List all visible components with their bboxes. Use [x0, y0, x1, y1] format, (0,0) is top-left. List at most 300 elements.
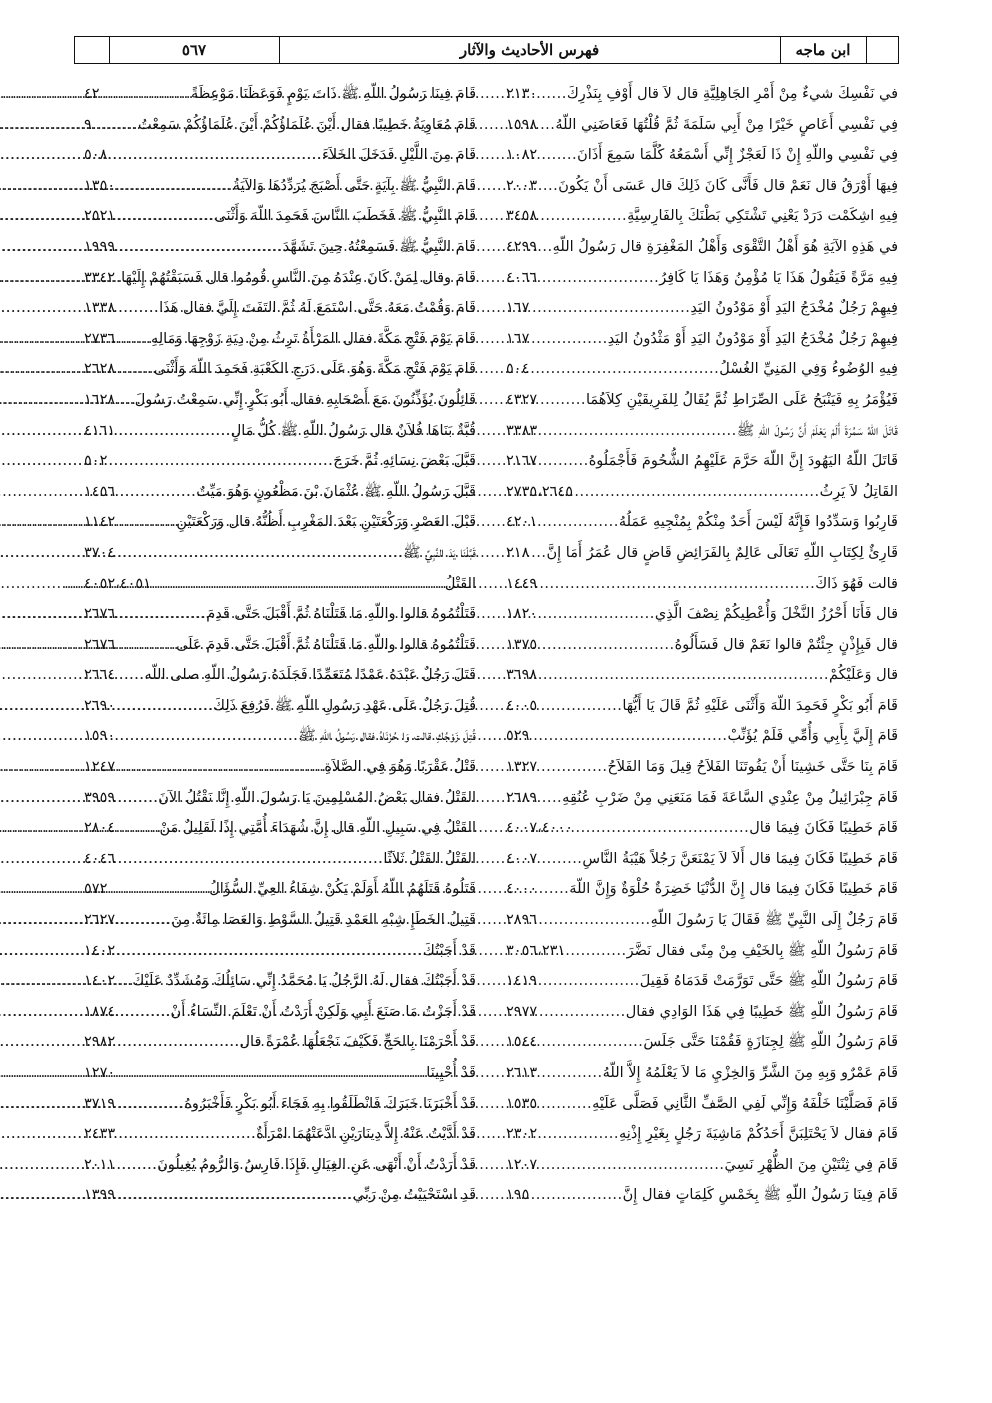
entry-reference-number: ٥٧٢	[84, 881, 108, 898]
entry-text: قَائِلُونَ يُؤَذِّنُونَ مَعَ أَصْحَابِهِ فقال أَبُو بَكْرٍ إِنِّي سَمِعْتُ رَسُولَ	[134, 391, 476, 408]
dot-leader	[107, 875, 209, 899]
entry-reference-number: ١٣٩٩	[84, 1187, 116, 1204]
index-entry	[506, 600, 898, 631]
index-entry	[506, 386, 898, 417]
dot-leader	[115, 600, 206, 624]
entry-reference-number: ١٤٥٦	[84, 483, 116, 500]
dot-leader	[115, 722, 298, 746]
entry-text: قَامَ عَمْرٌو وَبِهِ مِنَ الشَّرِّ وَالخِزْيِ مَا لاَ يَعْلَمُهُ إِلاَّ اللّهُ	[602, 1065, 898, 1081]
entry-reference-number: ٣٧٠٤	[84, 544, 116, 561]
dot-leader	[115, 539, 403, 563]
dot-leader	[115, 386, 135, 410]
entry-reference-number: ١٨٢٠	[506, 606, 538, 623]
entry-reference-number: ٣٧١٩	[84, 1095, 116, 1112]
dot-leader	[115, 661, 144, 685]
index-entry	[84, 1090, 476, 1121]
dot-leader	[115, 508, 176, 532]
entry-text: قَامَ يَوْمَ فَتْحِ مَكَّةَ فقال المَرْأَةُ تَرِثُ مِنْ دِيَةِ زَوْجِهَا وَمَالِهِ	[150, 330, 476, 347]
entry-reference-number: ٤٠٦٦	[506, 269, 538, 286]
dot-leader	[537, 172, 558, 196]
entry-reference-number: ٣٠٥٦،٢٣١	[506, 942, 566, 959]
dot-leader	[115, 294, 159, 318]
entry-text: قَامَ خَطِيبًا فَكَانَ فِيمَا قال	[749, 820, 898, 837]
dot-leader	[115, 692, 213, 716]
index-entry	[506, 264, 898, 295]
header-divider	[279, 37, 280, 63]
entry-text: قَامَ النَّبِيُّ ﷺ فَسَمِعْتُهُ حِينَ تَشَهَّدَ	[282, 238, 476, 255]
entry-reference-number: ٤٢٠١	[506, 514, 538, 531]
index-entry	[84, 508, 476, 539]
entry-reference-number: ٢٦٩٠	[84, 697, 116, 714]
entry-text: قَدْ أَخْبَرَنَا خَبَرَكَ فَانْطَلَقُوا بِهِ فَجَاءَ أَبُو بَكْرٍ فَأَخْبَرُوهُ	[184, 1095, 476, 1112]
dot-leader	[573, 478, 820, 502]
entry-text: القَاتِلُ لاَ يَرِثُ	[819, 483, 898, 500]
entry-reference-number: ٢٩٨٢	[84, 1034, 116, 1051]
entry-reference-number: ١٦٧	[506, 330, 530, 347]
entry-reference-number: ٢١٣٠	[506, 86, 538, 102]
entry-reference-number: ٢٦٨٩	[506, 789, 538, 806]
entry-reference-number: ٣٣٨٣	[506, 422, 538, 439]
index-entry	[84, 784, 476, 815]
entry-text: القَتْلُ فِي سَبِيلِ اللّهِ قال إِنَّ شُهَدَاءَ أُمَّتِي إِذًا لَقَلِيلٌ مَنْ	[159, 820, 476, 837]
entry-text: قَامَ فِينَا رَسُولُ اللّهِ ﷺ ذَاتَ يَوْمٍ فَوَعَظَنَا مَوْعِظَةً	[191, 86, 476, 102]
dot-leader	[573, 814, 749, 838]
entry-reference-number: ٣٩٥٩	[84, 789, 116, 806]
entry-reference-number: ١١٤٢	[84, 514, 116, 531]
index-entry	[84, 661, 476, 692]
index-entry	[506, 141, 898, 172]
index-entry	[84, 814, 476, 845]
entry-text: فِيهِ اشِكَمْت دَرَدْ يَعْنِي تَشْتَكِي بَطْنَكَ بِالفَارِسِيَّةِ	[627, 208, 898, 225]
entry-reference-number: ١٩٩٩	[84, 238, 116, 255]
dot-leader	[115, 967, 132, 991]
entry-reference-number: ١٥٩٨	[506, 116, 538, 133]
dot-leader	[115, 784, 158, 808]
entry-reference-number: ١٦٢٨	[84, 391, 116, 408]
entry-reference-number: ٢١٦٧	[506, 453, 538, 470]
entry-reference-number: ٤٠٠٧،٤٠٠٠	[506, 820, 573, 837]
entry-text: قال فَأَنَا أَحْرُزُ النَّخْلَ وَأُعْطِيكُمْ نِصْفَ الَّذِي	[654, 606, 898, 623]
entry-text: قَدْ أَجَزْتُ مَا صَنَعَ أَبِي وَلَكِنْ أَرَدْتُ أَنْ تَعْلَمَ النِّسَاءُ أَنْ	[170, 1003, 476, 1020]
entry-reference-number: ١٤٠٢	[84, 973, 116, 990]
entry-reference-number: ٤٠٥٢،٤٠٥١	[84, 575, 151, 592]
dot-leader	[115, 906, 171, 930]
dot-leader	[537, 631, 674, 655]
entry-text: قَتَلْتُمُوهُ قالوا واللّهِ مَا قَتَلْنَاهُ ثُمَّ أَقْبَلَ حَتَّى قَدِمَ عَلَى	[176, 636, 476, 653]
entry-reference-number: ٥٢٩	[506, 728, 530, 745]
dot-leader	[115, 1090, 184, 1114]
entry-reference-number: ٤٠٠٥	[506, 697, 538, 714]
dot-leader	[115, 233, 283, 257]
dot-leader	[537, 784, 562, 808]
entry-text: قَامَ النَّبِيُّ ﷺ فَخَطَبَ النَّاسَ فَحَمِدَ اللّهَ وَأَثْنَى	[214, 208, 476, 225]
entry-text: قَدِ اسْتَحْيَيْتُ مِنْ رَبِّي	[352, 1187, 476, 1204]
index-entry	[506, 570, 898, 601]
index-entry	[84, 1151, 476, 1182]
index-entry	[84, 417, 476, 448]
entry-text: قَامَ يَوْمَ فَتْحِ مَكَّةَ وَهُوَ عَلَى دَرَجِ الكَعْبَةِ فَحَمِدَ اللّهَ وَأَثْنَى	[153, 361, 476, 378]
dot-leader	[537, 447, 589, 471]
index-entry	[506, 937, 898, 968]
dot-leader	[537, 906, 650, 930]
entry-text: قالت فَهُوَ ذَاكَ	[815, 575, 898, 592]
entry-reference-number: ٣٦٩٨	[506, 667, 538, 684]
dot-leader	[537, 845, 582, 869]
entry-text: قَتَلُوهُ قَتَلَهُمُ اللّهُ أَوَلَمْ يَكُنْ شِفَاءُ العِيِّ السُّؤَالُ	[209, 881, 476, 898]
dot-leader	[115, 753, 324, 777]
entry-text: في هَذِهِ الآيَةِ هُوَ أَهْلُ التَّقْوَى وَأَهْلُ المَغْفِرَةِ قال رَسُولُ اللّهِ	[552, 238, 898, 255]
index-entry	[84, 141, 476, 172]
entry-reference-number: ٤١٦١	[84, 422, 116, 439]
entry-reference-number: ٢٦٧٦	[84, 606, 116, 623]
index-entry	[506, 967, 898, 998]
entry-text: قَدْ أَرَدْتُ أَنْ أَنْهَى عَنِ الغِيَالِ فَإِذَا فَارِسُ وَالرُّومُ يُغِيلُونَ	[157, 1156, 476, 1173]
dot-leader	[537, 386, 586, 410]
index-entry	[84, 998, 476, 1029]
dot-leader	[537, 1151, 724, 1175]
entry-text: قَامَ رَسُولُ اللّهِ ﷺ حَتَّى تَوَرَّمَتْ قَدَمَاهُ فَقِيلَ	[639, 973, 898, 990]
entry-reference-number: ١٩٥	[506, 1187, 530, 1204]
entry-reference-number: ٥٠٨	[84, 147, 108, 164]
entry-text: قَامَ مُعَاوِيَةُ خَطِيبًا فقال أَيْنَ عُلَمَاؤُكُمْ أَيْنَ عُلَمَاؤُكُمْ سَمِعْتُ	[137, 116, 476, 133]
index-entry	[84, 600, 476, 631]
entry-text: قَبَّلَ بَعْضَ نِسَائِهِ ثُمَّ خَرَجَ	[333, 453, 476, 470]
entry-reference-number: ٢٦٢٧	[84, 912, 116, 929]
entry-text: قَبْلَ العَصْرِ وَرَكْعَتَيْنِ بَعْدَ المَغْرِبِ أَظُنُّهُ قال وَرَكْعَتَيْنِ	[176, 514, 476, 531]
index-entry	[84, 386, 476, 417]
entry-text: قَدْ أَدَّيْتُ عَنْهُ إِلاَّ دِينَارَيْنِ ادَّعَتْهُمَا امْرَأَةٌ	[256, 1126, 476, 1143]
index-entry	[84, 355, 476, 386]
dot-leader	[115, 1181, 353, 1205]
header-title: فهرس الأحاديث والآثار	[459, 41, 600, 59]
entry-text: القَتْلُ القَتْلُ ثَلاَثًا	[383, 850, 476, 867]
dot-leader	[115, 631, 176, 655]
index-entry	[506, 1151, 898, 1182]
entry-text: قَبَّلْنَا يَدَ النَّبِيِّ ﷺ	[403, 544, 476, 561]
index-entry	[84, 906, 476, 937]
dot-leader	[115, 264, 121, 288]
header-page-number: ٥٦٧	[181, 41, 207, 59]
entry-text: فِي نَفْسِي أَعَاصٍ خَيْرًا مِنْ أَبِي سَلَمَةَ ثُمَّ قُلْتُهَا فَعَاضَنِي اللّهُ	[555, 116, 898, 133]
index-entry	[506, 508, 898, 539]
entry-reference-number: ٢٧٣٥،٢٦٤٥	[506, 483, 573, 500]
index-entry	[84, 753, 476, 784]
entry-reference-number: ١٣٧٥	[506, 636, 538, 653]
entry-reference-number: ٤٠٠٠	[506, 881, 538, 898]
entry-text: قَتِيلُ الخَطَإِ شِبْهِ العَمْدِ قَتِيلُ السَّوْطِ وَالعَصَا مِائَةٌ مِنَ	[171, 912, 476, 929]
entry-reference-number: ٢٦٦٤	[84, 667, 116, 684]
index-entry	[506, 1181, 898, 1212]
entry-text: قَامَ خَطِيبًا فَكَانَ فِيمَا قال أَلاَ لاَ يَمْنَعَنَّ رَجُلاً هَيْبَةُ النَّاسِ	[582, 850, 898, 867]
index-entry	[506, 478, 898, 509]
dot-leader	[529, 539, 546, 563]
entry-reference-number: ٤٣٢٧	[506, 391, 538, 408]
entry-text: قَامَ فقال لاَ يَحْتَلِبَنَّ أَحَدُكُمْ مَاشِيَةَ رَجُلٍ بِغَيْرِ إِذْنِهِ	[619, 1126, 898, 1143]
entry-text: قال وَعَلَيْكُمْ	[829, 667, 898, 684]
header-divider	[109, 37, 110, 63]
entry-text: قَامَ بِنَا حَتَّى خَشِينَا أَنْ يَفُوتَنَا الفَلاَحُ قِيلَ وَمَا الفَلاَحُ	[607, 759, 898, 776]
dot-leader	[537, 508, 619, 532]
entry-reference-number: ٤٢	[84, 86, 100, 102]
entry-text: القَتْلُ فقال بَعْضُ المُسْلِمِينَ يَا رَسُولَ اللّهِ إِنَّا نَقْتُلُ الآنَ	[158, 789, 476, 806]
entry-text: قَتَلْتُمُوهُ قالوا واللّهِ مَا قَتَلْنَاهُ ثُمَّ أَقْبَلَ حَتَّى قَدِمَ	[206, 606, 476, 623]
entry-reference-number: ٢٨٩٦	[506, 912, 538, 929]
index-entry	[506, 417, 898, 448]
dot-leader	[115, 355, 154, 379]
entry-text: قَامَ مِنَ اللَّيْلِ فَدَخَلَ الخَلاَءَ	[322, 147, 476, 164]
index-entry	[506, 845, 898, 876]
dot-leader	[537, 600, 655, 624]
dot-leader	[115, 172, 233, 196]
index-entry	[506, 875, 898, 906]
dot-leader	[107, 447, 333, 471]
index-entry	[506, 172, 898, 203]
dot-leader	[537, 202, 627, 226]
entry-text: فِيهِمْ رَجُلٌ مُخْدَجُ اليَدِ أَوْ مَوْدُونُ اليَدِ أَوْ مَثْدُونُ اليَدِ	[607, 330, 898, 347]
dot-leader	[537, 692, 622, 716]
entry-text: قَامَ فِينَا رَسُولُ اللّهِ ﷺ بِخَمْسِ كَلِمَاتٍ فقال إِنَّ	[622, 1187, 898, 1204]
entry-text: قَامَ وَقُمْتُ مَعَهُ حَتَّى اسْتَمَعَ لَهُ ثُمَّ التَفَتَ إِلَيَّ فقال هَذَا	[159, 300, 476, 317]
index-entry	[84, 875, 476, 906]
entry-reference-number: ١٢٤٧	[84, 759, 116, 776]
index-entry	[84, 570, 476, 601]
index-entry	[84, 325, 476, 356]
entry-reference-number: ٢٦٧٦	[84, 636, 116, 653]
index-entry	[84, 1120, 476, 1151]
dot-leader	[537, 967, 640, 991]
index-entry	[506, 294, 898, 325]
index-entry	[84, 539, 476, 570]
entry-text: قال فَبِإِذْنٍ جِئْتُمْ قالوا نَعَمْ قال فَسَأَلُوهُ	[674, 636, 898, 653]
dot-leader	[537, 875, 569, 899]
index-entry	[84, 233, 476, 264]
entry-text: قُتِلَ رَجُلٌ عَلَى عَهْدِ رَسُولِ اللّهِ ﷺ فَرُفِعَ ذَلِكَ	[213, 697, 476, 714]
index-entry	[506, 784, 898, 815]
entry-text: قَبَّلَ رَسُولُ اللّهِ ﷺ عُثْمَانَ بْنَ مَظْعُونٍ وَهُوَ مَيِّتٌ	[196, 483, 476, 500]
dot-leader	[537, 1090, 592, 1114]
index-entry	[506, 1090, 898, 1121]
dot-leader	[565, 937, 626, 961]
entry-text: قَارِبُوا وَسَدِّدُوا فَإِنَّهُ لَيْسَ أَحَدٌ مِنْكُمْ بِمُنْجِيهِ عَمَلُهُ	[618, 514, 898, 531]
entry-text: فِيهِ مَرَّةً فَيَقُولُ هَذَا يَا مُؤْمِنُ وَهَذَا يَا كَافِرُ	[659, 269, 898, 286]
dot-leader	[115, 1028, 239, 1052]
dot-leader	[537, 1120, 619, 1144]
entry-text: قَامَ خَطِيبًا فَكَانَ فِيمَا قال إِنَّ الدُّنْيَا خَضِرَةٌ حُلْوَةٌ وَإِنَّ اللّهَ	[569, 881, 898, 898]
index-entry	[84, 692, 476, 723]
entry-text: قُبَّةٌ بَنَاهَا فُلاَنٌ قال رَسُولُ اللّهِ ﷺ كُلُّ مَالٍ	[230, 422, 476, 439]
entry-text: قَامَ فَصَلَّيْنَا خَلْفَهُ وَإِنِّي لَفِي الصَّفِّ الثَّانِي فَصَلَّى عَلَيْهِ	[592, 1095, 898, 1112]
dot-leader	[115, 478, 196, 502]
entry-text: قَامَ إِلَيَّ بِأَبِي وَأُمِّي فَلَمْ يُؤَنِّبْ	[727, 728, 898, 745]
entry-reference-number: ١٢٠٧	[506, 1156, 538, 1173]
index-entry	[84, 478, 476, 509]
dot-leader	[537, 233, 552, 257]
entry-text: فِيهَا أَوْرَقُ قال نَعَمْ قال فَأَنَّى كَانَ ذَلِكَ قال عَسَى أَنْ يَكُونَ	[558, 177, 898, 194]
entry-text: قَامَ رَسُولُ اللّهِ ﷺ بِالخَيْفِ مِنْ مِنًى فقال نَضَّرَ	[626, 942, 898, 959]
entry-reference-number: ٤٢٩٩	[506, 238, 538, 255]
index-entry	[506, 202, 898, 233]
index-column-left	[84, 80, 476, 1212]
entry-text: قَامَ وقال لِمَنْ كَانَ عِنْدَهُ مِنَ النَّاسِ قُومُوا قال فَسَبَقْتُهُمْ إِلَيْهَا	[121, 269, 476, 286]
index-entry	[84, 1181, 476, 1212]
entry-reference-number: ٥٠٢	[84, 453, 108, 470]
dot-leader	[115, 1120, 256, 1144]
index-entry	[84, 447, 476, 478]
dot-leader	[115, 417, 231, 441]
entry-reference-number: ٢٦٢٨	[84, 361, 116, 378]
index-entry	[506, 233, 898, 264]
entry-reference-number: ٤٠٤٦	[84, 850, 116, 867]
dot-leader	[529, 1181, 622, 1205]
dot-leader	[537, 264, 659, 288]
index-entry	[506, 631, 898, 662]
entry-text: قَامَ النَّبِيُّ ﷺ بِآيَةٍ حَتَّى أَصْبَحَ يُرَدِّدُهَا وَالآيَةُ	[232, 177, 476, 194]
entry-text: قَامَ أَبُو بَكْرٍ فَحَمِدَ اللّهَ وَأَثْنَى عَلَيْهِ ثُمَّ قَالَ يَا أَيُّهَا	[622, 697, 898, 714]
dot-leader	[537, 661, 829, 685]
entry-reference-number: ١٤١٩	[506, 973, 538, 990]
index-entry	[506, 111, 898, 142]
index-entry	[84, 202, 476, 233]
index-entry	[506, 1059, 898, 1090]
entry-text: قَتْلُ عَقْرَبًا وَهُوَ فِي الصَّلاَةِ	[324, 759, 476, 776]
entry-reference-number: ١٥٤٤	[506, 1034, 538, 1051]
index-entry	[506, 692, 898, 723]
dot-leader	[529, 294, 690, 318]
dot-leader	[115, 937, 423, 961]
entry-reference-number: ٢٧٣٦	[84, 330, 116, 347]
dot-leader	[537, 1028, 643, 1052]
dot-leader	[92, 111, 138, 135]
index-entry	[506, 355, 898, 386]
entry-text: قَدْ أَحْرَمْنَا بِالحَجِّ فَكَيْفَ نَجْعَلُهَا عُمْرَةً قال	[239, 1034, 476, 1051]
entry-reference-number: ٢٤٣٣	[84, 1126, 116, 1143]
index-entry	[84, 294, 476, 325]
dot-leader	[115, 202, 214, 226]
entry-text: قَدْ أَجَبْتُكَ فقال لَهُ الرَّجُلُ يَا مُحَمَّدُ إِنِّي سَائِلُكَ وَمُشَدِّدٌ عَلَيْكَ	[132, 973, 476, 990]
entry-text: قَدْ أَجَبْتُكَ	[422, 942, 476, 959]
dot-leader	[537, 111, 555, 135]
entry-text: قَاتَلَ اللّهُ اليَهُودَ إِنَّ اللّهَ حَرَّمَ عَلَيْهِمُ الشُّحُومَ فَأَجْمَلُوهُ	[588, 453, 898, 470]
entry-text: قَامَ جِبْرَائِيلُ مِنْ عِنْدِي السَّاعَةَ فَمَا مَنَعَنِي مِنْ ضَرْبِ عُنُقِهِ	[562, 789, 898, 806]
entry-text: قَاتَلَ اللّهُ سَمُرَةَ أَلَمْ يَعْلَمْ أَنَّ رَسُولَ اللّهِ ﷺ	[736, 422, 898, 439]
index-entry	[84, 631, 476, 662]
index-entry	[506, 80, 898, 111]
dot-leader	[537, 570, 815, 594]
entry-text: فِي نَفْسِي واللّهِ إِنْ ذَا لَعَجْزٌ إِنِّي أَسْمَعُهُ كُلَّمَا سَمِعَ أَذَانَ	[577, 147, 898, 164]
entry-reference-number: ١٤٤٩	[506, 575, 538, 592]
header-divider	[780, 37, 781, 63]
entry-text: قَامَ رَسُولُ اللّهِ ﷺ لِجِنَازَةٍ فَقُمْنَا حَتَّى جَلَسَ	[643, 1034, 898, 1051]
dot-leader	[537, 998, 626, 1022]
entry-reference-number: ٢٠١١	[84, 1156, 116, 1173]
entry-reference-number: ٢٠٠٣	[506, 177, 538, 194]
index-entry	[506, 661, 898, 692]
index-entry	[506, 1120, 898, 1151]
entry-text: فِيهِ الوُضُوءُ وَفِي المَنِيِّ الغُسْلُ	[719, 361, 898, 378]
dot-leader	[115, 325, 151, 349]
index-entry	[506, 1028, 898, 1059]
entry-text: قَامَ رَسُولُ اللّهِ ﷺ خَطِيبًا فِي هَذَا الوَادِي فقال	[625, 1003, 898, 1020]
index-column-right	[506, 80, 898, 1212]
dot-leader	[537, 1059, 602, 1083]
index-entry	[84, 80, 476, 111]
entry-reference-number: ١٨٧٤	[84, 1003, 116, 1020]
index-entry	[84, 172, 476, 203]
entry-reference-number: ٢١٨	[506, 544, 530, 561]
entry-reference-number: ٣٣٤٢	[83, 269, 116, 286]
entry-reference-number: ١٤٠٢	[84, 942, 116, 959]
entry-text: قَامَ رَجُلٌ إِلَى النَّبِيِّ ﷺ فَقَالَ يَا رَسُولَ اللّهِ	[650, 912, 898, 929]
entry-reference-number: ٥٠٤	[506, 361, 530, 378]
entry-text: قَتَلَ رَجُلٌ عَبْدَهُ عَمْدًا مُتَعَمِّدًا فَجَلَدَهُ رَسُولُ اللّهِ صلى اللّه	[144, 667, 476, 684]
entry-reference-number: ٢٣٠٢	[506, 1126, 538, 1143]
dot-leader	[537, 80, 567, 104]
entry-text: قَامَ فِي ثِنْتَيْنِ مِنَ الظُّهْرِ نَسِيَ	[724, 1156, 898, 1173]
entry-text: فِيهِمْ رَجُلٌ مُخْدَجُ اليَدِ أَوْ مَوْدُونُ اليَدِ	[690, 300, 898, 317]
entry-reference-number: ٢٦١٣	[506, 1065, 538, 1081]
entry-reference-number: ١٥٣٥	[506, 1095, 538, 1112]
index-entry	[84, 967, 476, 998]
dot-leader	[537, 753, 607, 777]
entry-reference-number: ٣٤٥٨	[506, 208, 538, 225]
page-header	[74, 36, 899, 64]
dot-leader	[151, 570, 445, 594]
entry-reference-number: ١٢٧٠	[84, 1065, 116, 1081]
dot-leader	[115, 998, 170, 1022]
index-entry	[506, 753, 898, 784]
entry-reference-number: ١٦٧	[506, 300, 530, 317]
entry-text: قَارِئٌ لِكِتَابِ اللّهِ تَعَالَى عَالِمٌ بِالفَرَائِضِ قَاضٍ قال عُمَرُ أَمَا إِنَّ	[546, 544, 898, 561]
entry-reference-number: ١٠٨٢	[506, 147, 538, 164]
entry-reference-number: ٢٨٠٤	[84, 820, 116, 837]
dot-leader	[529, 722, 727, 746]
entry-reference-number: ١٥٩٠	[84, 728, 116, 745]
entry-text: القَتْلُ	[444, 575, 476, 592]
index-entry	[506, 447, 898, 478]
dot-leader	[115, 1151, 157, 1175]
dot-leader	[115, 845, 383, 869]
dot-leader	[537, 417, 737, 441]
entry-reference-number: ١٣٣٨	[84, 300, 116, 317]
index-entry	[506, 998, 898, 1029]
dot-leader	[115, 1059, 426, 1083]
dot-leader	[107, 141, 322, 165]
index-entry	[506, 814, 898, 845]
entry-reference-number: ٤٠٠٧	[506, 850, 538, 867]
entry-reference-number: ٩	[84, 116, 92, 133]
entry-reference-number: ٢٩٧٧	[506, 1003, 538, 1020]
index-entry	[84, 937, 476, 968]
entry-text: قُتِلَ زَوْجُكِ قالت وَا حُزْنَاهُ فقال رَسُولُ اللّهِ ﷺ	[298, 728, 476, 745]
index-entry	[506, 906, 898, 937]
header-divider	[866, 37, 867, 63]
dot-leader	[115, 814, 159, 838]
index-entry	[84, 1028, 476, 1059]
dot-leader	[529, 355, 719, 379]
index-entry	[506, 539, 898, 570]
index-entry	[84, 111, 476, 142]
dot-leader	[537, 141, 577, 165]
index-entry	[506, 325, 898, 356]
entry-text: فَيُؤْمَرُ بِهِ فَيَنْبَحُ عَلَى الصِّرَاطِ ثُمَّ يُقَالُ لِلفَرِيقَيْنِ كِلاَهُمَا	[585, 391, 898, 408]
entry-reference-number: ٢٥٢١	[84, 208, 116, 225]
entry-reference-number: ١٣٢٧	[506, 759, 538, 776]
index-entry	[84, 264, 476, 295]
index-entry	[84, 1059, 476, 1090]
index-entry	[506, 722, 898, 753]
dot-leader	[100, 80, 191, 104]
entry-reference-number: ١٣٥٠	[84, 177, 116, 194]
